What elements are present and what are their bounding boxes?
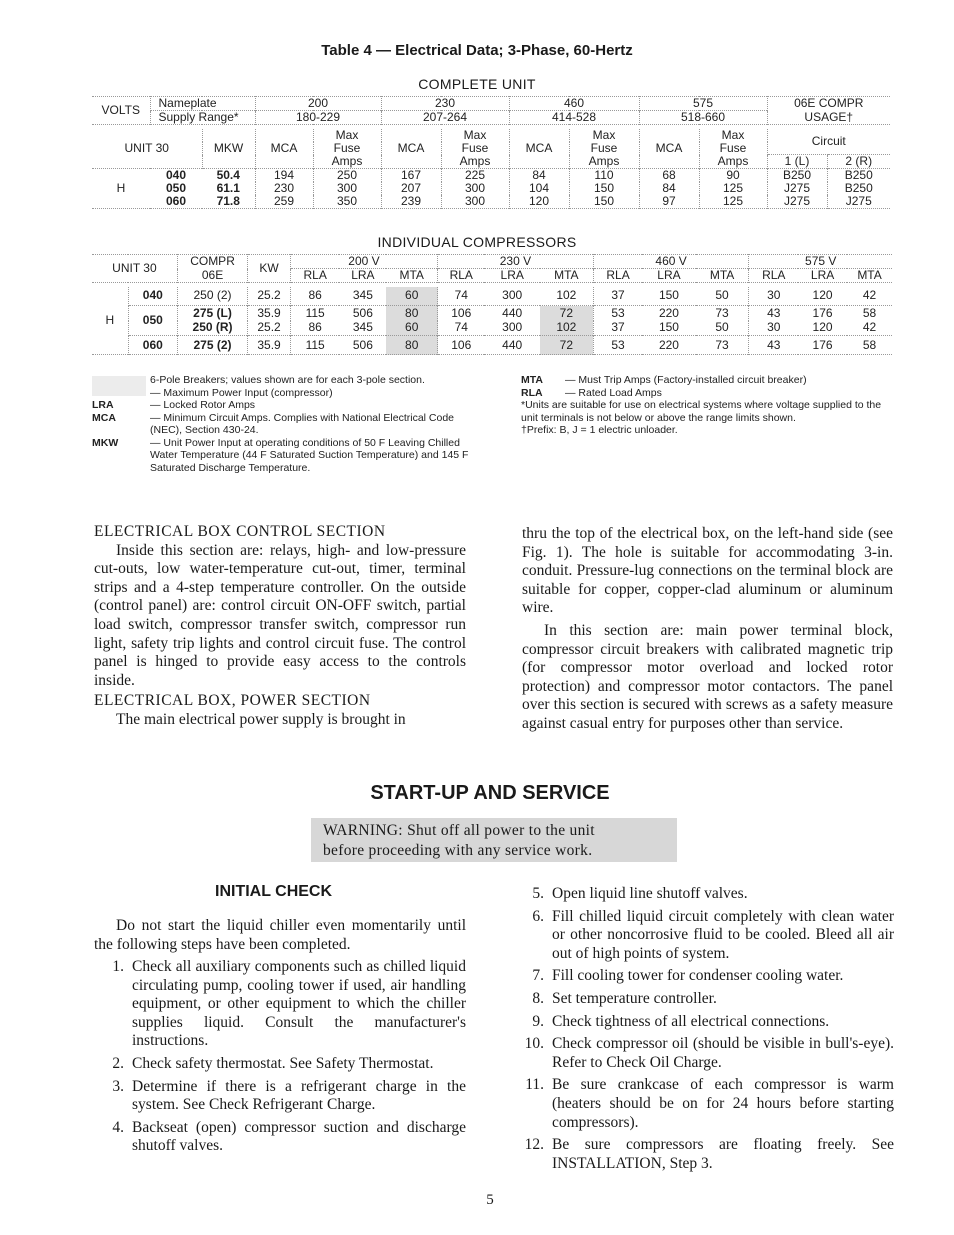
nameplate-575: 575 [639, 97, 767, 111]
table-cell: 37 [593, 321, 642, 336]
amps-575: Amps [699, 155, 767, 169]
rla-460: RLA [593, 269, 642, 283]
table-cell: 120 [509, 195, 569, 209]
table-cell: 74 [438, 287, 485, 306]
list-item: 5. Open liquid line shutoff valves. [532, 885, 748, 902]
warning-line: WARNING: Shut off all power to the unit [323, 822, 595, 839]
table-cell: 86 [290, 287, 339, 306]
max-575: Max [699, 129, 767, 142]
table-cell: 440 [502, 337, 523, 352]
table-cell: 72 [540, 306, 593, 321]
table-cell: 230 [255, 182, 313, 195]
table-legend-right [521, 374, 893, 437]
table-cell: 80 [386, 306, 437, 321]
table-cell: 300 [441, 182, 509, 195]
mca-460-label: MCA [509, 129, 569, 169]
subheading-initial-check: INITIAL CHECK [215, 883, 333, 900]
table-cell: 50 [715, 320, 729, 335]
table-cell: 110 [569, 169, 639, 183]
table-cell: 84 [639, 182, 699, 195]
table-cell: 300 [313, 182, 381, 195]
compr-label-2: 06E [177, 269, 247, 283]
table-cell: 176 [812, 337, 833, 352]
heading-control-section: ELECTRICAL BOX CONTROL SECTION [94, 523, 386, 540]
table-cell: 60 [386, 287, 437, 306]
table-cell: 345 [352, 288, 373, 303]
table-cell: 300 [441, 195, 509, 209]
table-cell: 42 [862, 320, 877, 335]
table-cell: 53 [593, 306, 642, 321]
table-cell: 37 [593, 287, 642, 306]
legend-note-prefix: †Prefix: B, J = 1 electric unloader. [521, 424, 678, 436]
table-cell: 73 [715, 305, 729, 320]
unit30-label-2: UNIT 30 [112, 261, 157, 275]
table-cell: 506 [352, 305, 373, 320]
table-cell: 506 [352, 337, 373, 352]
table-cell: 106 [438, 306, 485, 321]
table-cell: 25.2 [248, 287, 291, 306]
complete-unit-table [92, 96, 890, 209]
table-cell: B250 [767, 169, 827, 183]
lra-575: LRA [798, 269, 847, 283]
list-item: 3. Determine if there is a refrigerant charge in the system. See Check Refrigerant Charge. [112, 1077, 466, 1114]
lra-460: LRA [642, 269, 695, 283]
table-cell: 440 [502, 305, 523, 320]
table-legend-left [92, 374, 470, 474]
table-cell: 060 [128, 336, 177, 355]
table-cell: 71.8 [216, 194, 240, 208]
table-cell: 176 [812, 305, 833, 320]
table-cell: 125 [699, 195, 767, 209]
mta-230: MTA [540, 269, 593, 283]
nameplate-460: 460 [509, 97, 639, 111]
rla-575: RLA [749, 269, 798, 283]
compr-usage-heading: 06E COMPR [767, 97, 890, 111]
fuse-200: Fuse [313, 142, 381, 155]
table-cell: 30 [749, 321, 798, 336]
table-cell: 102 [540, 321, 593, 336]
table-cell: 42 [862, 288, 877, 303]
page-number: 5 [486, 1192, 494, 1208]
table-cell: 120 [812, 288, 833, 303]
table-cell: 115 [290, 306, 339, 321]
v200-label: 200 V [290, 255, 437, 269]
paragraph-power-contents: In this section are: main power terminal block, compressor circuit breakers with calibrated magnetic trip (for compressor motor overload and locked rotor protection) and compressor motor contactors. The panel over this section is secured with screws as a safety measure against casual entry for purposes other than service. [522, 621, 893, 732]
table-cell: B250 [827, 182, 890, 195]
volts-label: VOLTS [101, 103, 140, 117]
legend-item: RLA — Rated Load Amps [521, 386, 662, 399]
max-230: Max [441, 129, 509, 142]
table-cell: 040 [165, 168, 187, 182]
table-cell: 80 [386, 336, 437, 355]
paragraph-intro: Do not start the liquid chiller even momentarily until the following steps have been completed. [94, 917, 466, 953]
table-cell: 345 [352, 320, 373, 335]
table-cell: 275 (L) [177, 306, 247, 321]
table-cell: 050 [165, 181, 187, 195]
individual-compressors-table [92, 254, 892, 355]
table-cell: 104 [509, 182, 569, 195]
max-200: Max [313, 129, 381, 142]
amps-460: Amps [569, 155, 639, 169]
circuit-2-label: 2 (R) [827, 155, 890, 169]
individual-compressors-heading: INDIVIDUAL COMPRESSORS [377, 234, 577, 250]
table-cell: 220 [658, 305, 679, 320]
table-cell: 60 [386, 321, 437, 336]
table-cell: 250 (2) [177, 287, 247, 306]
breaker-symbol [92, 374, 126, 387]
table-cell: J275 [827, 195, 890, 209]
v230-label: 230 V [438, 255, 594, 269]
unit-prefix-2: H [105, 312, 115, 327]
table-cell: 225 [441, 169, 509, 183]
list-item: 4. Backseat (open) compressor suction and discharge shutoff valves. [112, 1118, 466, 1155]
table-cell: 300 [502, 320, 523, 335]
table-cell: 040 [128, 287, 177, 306]
legend-item: — Maximum Power Input (compressor) [150, 386, 333, 399]
rla-230: RLA [438, 269, 485, 283]
fuse-575: Fuse [699, 142, 767, 155]
table-cell: 74 [438, 321, 485, 336]
table-cell: 150 [658, 288, 679, 303]
warning-box [311, 818, 677, 862]
nameplate-label: Nameplate [150, 97, 255, 111]
complete-unit-heading: COMPLETE UNIT [418, 76, 536, 92]
table-cell: 72 [540, 336, 593, 355]
paragraph-power-continued: thru the top of the electrical box, on the left-hand side (see Fig. 1). The hole is suitable for accommodating 3-in. conduit. Pressure-lug connections on the terminal block are suitable for copper, copper-clad aluminum or aluminum wire. [522, 525, 893, 617]
compr-usage-heading-2: USAGE† [767, 111, 890, 125]
initial-check-intro [94, 917, 466, 954]
table-cell: 58 [862, 305, 877, 320]
table-cell: 61.1 [216, 181, 240, 195]
list-item: 10. Check compressor oil (should be visible in bull's-eye). Refer to Check Oil Charge. [524, 1035, 894, 1071]
column-right [522, 525, 893, 734]
table-cell: 43 [749, 306, 798, 321]
table-cell: 35.9 [248, 336, 291, 355]
table-cell: 30 [749, 287, 798, 306]
steps-right [514, 885, 894, 1177]
table-cell: J275 [767, 182, 827, 195]
table-cell: 25.2 [248, 321, 291, 336]
mca-575-label: MCA [639, 129, 699, 169]
table-cell: J275 [767, 195, 827, 209]
table-cell: 43 [749, 336, 798, 355]
range-230: 207-264 [381, 111, 509, 125]
mca-230-label: MCA [381, 129, 441, 169]
table-title: Table 4 — Electrical Data; 3-Phase, 60-Hertz [321, 42, 633, 59]
legend-item: MCA — Minimum Circuit Amps. Complies with National Electrical Code (NEC), Section 430-24. [92, 411, 455, 436]
table-cell: 220 [658, 337, 679, 352]
circuit-1-label: 1 (L) [767, 155, 827, 169]
table-cell: 97 [639, 195, 699, 209]
table-cell: B250 [827, 169, 890, 183]
range-575: 518-660 [639, 111, 767, 125]
table-cell: 50 [715, 288, 729, 303]
range-200: 180-229 [255, 111, 381, 125]
table-cell: 58 [862, 337, 877, 352]
legend-item: LRA — Locked Rotor Amps [92, 399, 256, 411]
kw-label: KW [248, 255, 291, 283]
table-cell: 53 [593, 336, 642, 355]
table-cell: 73 [715, 337, 729, 352]
v460-label: 460 V [593, 255, 749, 269]
heading-power-section: ELECTRICAL BOX, POWER SECTION [94, 692, 371, 710]
legend-breakers: 6-Pole Breakers; values shown are for each 3-pole section. [150, 374, 425, 386]
table-cell: 150 [658, 320, 679, 335]
table-cell: 207 [381, 182, 441, 195]
fuse-230: Fuse [441, 142, 509, 155]
table-cell: 259 [255, 195, 313, 209]
mca-200-label: MCA [255, 129, 313, 169]
table-cell: 86 [290, 321, 339, 336]
table-cell: 239 [381, 195, 441, 209]
warning-line: before proceeding with any service work. [323, 842, 593, 859]
table-cell: 150 [569, 195, 639, 209]
paragraph-power-section: The main electrical power supply is brought in [116, 710, 406, 728]
table-cell: 90 [699, 169, 767, 183]
mta-575: MTA [847, 269, 892, 283]
steps-left [94, 958, 466, 1160]
table-cell: 68 [639, 169, 699, 183]
table-cell: 50.4 [216, 168, 240, 182]
table-cell: 250 [313, 169, 381, 183]
table-cell: 102 [556, 288, 577, 303]
mta-460: MTA [696, 269, 749, 283]
table-cell: 060 [165, 194, 187, 208]
list-item: 9. Check tightness of all electrical connections. [532, 1012, 830, 1030]
nameplate-230: 230 [381, 97, 509, 111]
table-cell: 125 [699, 182, 767, 195]
rla-200: RLA [290, 269, 339, 283]
unit-prefix: H [116, 181, 126, 195]
amps-230: Amps [441, 155, 509, 169]
list-item: 8. Set temperature controller. [532, 989, 717, 1007]
table-cell: 84 [509, 169, 569, 183]
supply-range-label: Supply Range* [150, 111, 255, 125]
legend-note-voltage: *Units are suitable for use on electrical systems where voltage supplied to the unit terminals is not below or above the range limits shown. [521, 399, 882, 424]
table-cell: 106 [438, 336, 485, 355]
amps-200: Amps [313, 155, 381, 169]
lra-200: LRA [339, 269, 386, 283]
v575-label: 575 V [749, 255, 892, 269]
table-cell: 275 (2) [177, 336, 247, 355]
fuse-460: Fuse [569, 142, 639, 155]
list-item: 6. Fill chilled liquid circuit completely with clean water or other noncorrosive fluid to be cooled. Bleed all air out of high points of system. [532, 907, 894, 962]
table-cell: 115 [290, 336, 339, 355]
lra-230: LRA [484, 269, 539, 283]
table-cell: 250 (R) [177, 321, 247, 336]
table-cell: 194 [255, 169, 313, 183]
list-item: 12. Be sure compressors are floating freely. See INSTALLATION, Step 3. [524, 1136, 894, 1172]
list-item: 7. Fill cooling tower for condenser cooling water. [532, 967, 844, 985]
table-cell: 300 [502, 288, 523, 303]
max-460: Max [569, 129, 639, 142]
mta-200: MTA [386, 269, 437, 283]
section-title-start-up: START-UP AND SERVICE [370, 782, 610, 804]
paragraph-control-section: Inside this section are: relays, high- and low-pressure cut-outs, low water-temperature cut-out, timer, terminal strips and a 4-step temperature controller. On the outside (control panel) are: control circuit ON-OFF switch, partial load switch, compressor transfer switch, compressor run light, safety trip lights and control circuit fuse. The control panel is hinged to provide easy access to the controls inside. [94, 541, 466, 689]
list-item: 1. Check all auxiliary components such as chilled liquid circulating pump, cooling tower if used, air handling equipment, or other equipment to which the chiller supplies liquid. Consult the manufacturer's instructions. [112, 958, 466, 1050]
compr-label: COMPR [177, 255, 247, 269]
table-cell: 050 [128, 306, 177, 336]
table-cell: 350 [313, 195, 381, 209]
range-460: 414-528 [509, 111, 639, 125]
legend-item: MKW — Unit Power Input at operating conditions of 50 F Leaving Chilled Water Temperature (44 F Saturated Suction Temperature) and 145 F Saturated Discharge Temperature. [92, 436, 469, 474]
nameplate-200: 200 [255, 97, 381, 111]
mkw-label: MKW [202, 129, 255, 169]
circuit-label: Circuit [767, 129, 890, 155]
unit30-label: UNIT 30 [124, 140, 169, 155]
table-cell: 167 [381, 169, 441, 183]
table-cell: 150 [569, 182, 639, 195]
legend-item: MTA — Must Trip Amps (Factory-installed circuit breaker) [521, 374, 807, 386]
column-left [94, 523, 466, 730]
list-item: 2. Check safety thermostat. See Safety Thermostat. [112, 1054, 434, 1072]
table-cell: 120 [812, 320, 833, 335]
list-item: 11. Be sure crankcase of each compressor is warm (heaters should be on for 24 hours before starting compressors). [525, 1076, 894, 1131]
table-cell: 35.9 [248, 306, 291, 321]
